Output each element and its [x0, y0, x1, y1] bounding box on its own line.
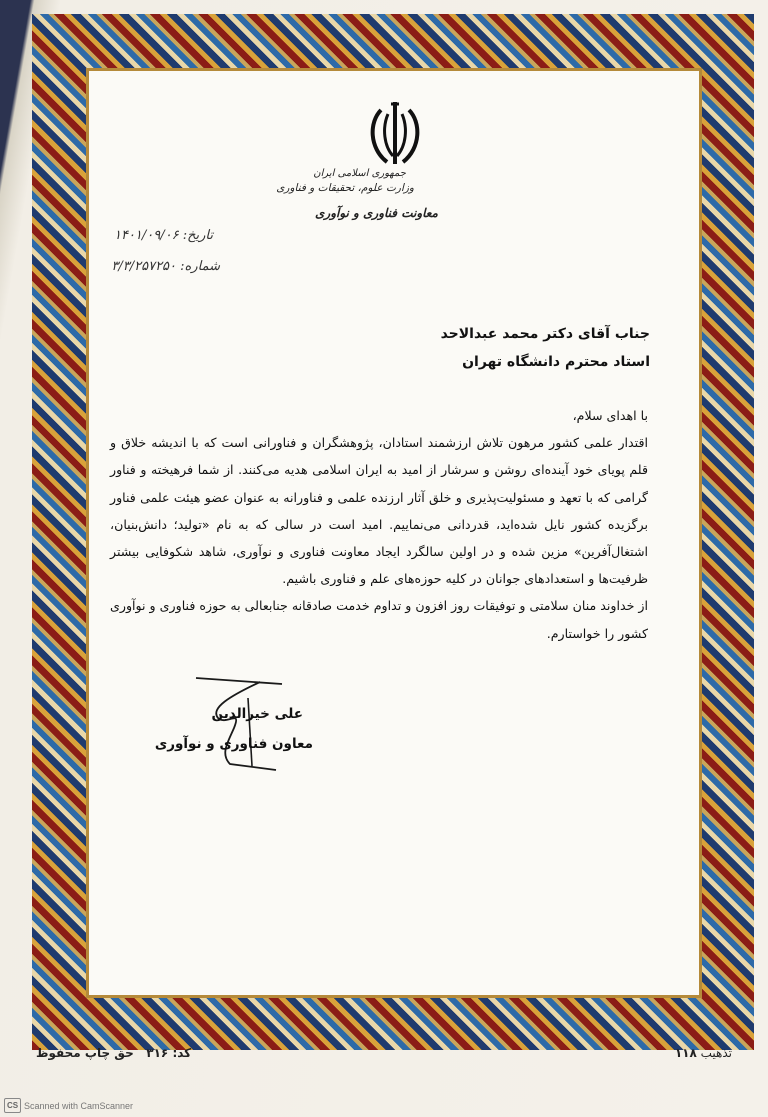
- letter-paragraph-2: از خداوند منان سلامتی و توفیقات روز افزون و تداوم خدمت صادقانه جنابعالی به حوزه فناوری و نوآوری کشور را خواستارم.: [110, 598, 648, 641]
- gilding-label: تذهیب: [700, 1046, 732, 1060]
- date-value: ۱۴۰۱/۰۹/۰۶: [113, 228, 179, 243]
- header-ministry: وزارت علوم، تحقیقات و فناوری: [276, 182, 414, 194]
- letter-paragraph-1: اقتدار علمی کشور مرهون تلاش ارزشمند استادان، پژوهشگران و فناورانی است که با اندیشه خلاق و قلم پویای خود آینده‌ای روشن و سرشار از امید به ایران اسلامی هدیه می‌کنند. از شما فرهیخته و فناور گرامی که با تعهد و مسئولیت‌پذیری و خلق آثار ارزنده علمی و فناورانه به عنوان عضو هیئت علمی فناور برگزیده کشور نایل شده‌اید، قدردانی می‌نماییم. امید است در سالی که به نام «تولید؛ دانش‌بنیان، اشتغال‌آفرین» مزین شده و در اولین سالگرد ایجاد معاونت فناوری و نوآوری، شاهد شکوفایی بیشتر ظرفیت‌ها و استعدادهای جوانان در کلیه حوزه‌های علم و فناوری باشیم.: [110, 435, 648, 587]
- signatory-name: علی خیرالدین: [211, 706, 303, 722]
- number-value: ۳/۳/۲۵۷۲۵۰: [111, 259, 177, 274]
- code-value: ۳۱۶: [146, 1046, 169, 1060]
- header-deputy: معاونت فناوری و نوآوری: [315, 206, 438, 220]
- number-label: شماره:: [180, 259, 220, 274]
- camscanner-icon: CS: [4, 1098, 21, 1113]
- addressee-name: جناب آقای دکتر محمد عبدالاحد: [440, 326, 650, 342]
- date-line: [114, 228, 213, 243]
- number-line: [111, 259, 220, 274]
- iran-emblem-icon: [355, 98, 435, 170]
- footer-copyright: [36, 1046, 191, 1060]
- gilding-mark: ۱۱۸: [674, 1046, 697, 1060]
- header-republic: جمهوری اسلامی ایران: [313, 168, 406, 179]
- letter-greeting: با اهدای سلام،: [572, 408, 648, 423]
- letter-body: [110, 402, 648, 647]
- code-label: کد:: [172, 1046, 192, 1060]
- signature-scribble: [190, 668, 290, 778]
- addressee-title: استاد محترم دانشگاه تهران: [462, 354, 650, 370]
- signatory-title: معاون فناوری و نوآوری: [154, 736, 313, 752]
- scanner-watermark: [4, 1098, 133, 1113]
- footer-gilding: [675, 1046, 732, 1060]
- scanner-text: Scanned with CamScanner: [24, 1100, 134, 1111]
- copyright-text: حق چاپ محفوظ: [36, 1046, 134, 1060]
- date-label: تاریخ:: [182, 228, 213, 243]
